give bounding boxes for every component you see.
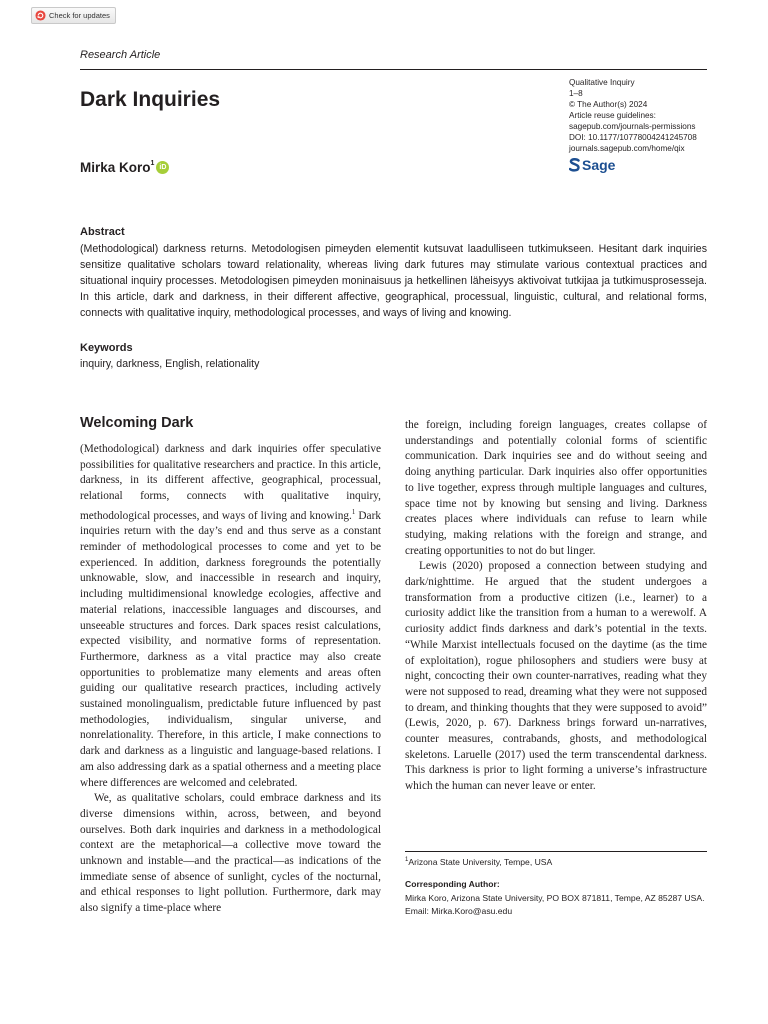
article-type: Research Article bbox=[80, 49, 161, 61]
affiliation-note bbox=[405, 857, 552, 867]
article-title: Dark Inquiries bbox=[80, 88, 221, 111]
body-paragraph bbox=[80, 442, 381, 791]
sage-s-icon bbox=[569, 158, 580, 172]
reuse-label: Article reuse guidelines: bbox=[569, 111, 656, 120]
corresponding-author-heading: Corresponding Author: bbox=[405, 879, 500, 889]
body-left-column bbox=[80, 442, 381, 917]
body-paragraph: Lewis (2020) proposed a connection between studying and dark/nighttime. He argued that the student undergoes a transformation from a productive citizen (i.e., learner) to a curiosity addict like the transition from a human to a werewolf. A curiosity addict finds darkness and dark’s potential in the texts. “While Marxist intellectuals focused on the daytime (as the time of exploitation), rogue philosophers and studiers were busy at night, concocting their own counter-narratives, reading what they were not supposed to read, dreaming what they were not supposed to dream, and thinking thoughts that they were supposed to avoid” (Lewis, 2020, p. 67). Darkness brings forward un-narratives, counter measures, contrabands, ghosts, and methodological skeletons. Laruelle (2017) used the term transcendental darkness. This darkness is prior to light forming a universe’s infrastructure which the human can never leave or enter. bbox=[405, 560, 707, 793]
corresponding-address: Mirka Koro, Arizona State University, PO BOX 871811, Tempe, AZ 85287 USA. bbox=[405, 893, 705, 903]
corresponding-email[interactable]: Email: Mirka.Koro@asu.edu bbox=[405, 905, 513, 916]
author-line bbox=[80, 160, 169, 175]
doi-link[interactable]: DOI: 10.1177/10778004241245708 bbox=[569, 133, 697, 142]
body-right-column bbox=[405, 418, 707, 795]
keywords-heading: Keywords bbox=[80, 342, 133, 354]
copyright: © The Author(s) 2024 bbox=[569, 100, 648, 109]
refresh-icon bbox=[35, 10, 46, 21]
keywords-text: inquiry, darkness, English, relationality bbox=[80, 358, 260, 370]
abstract-text: (Methodological) darkness returns. Metodologisen pimeyden elementit kutsuvat laadulliseen tutkimukseen. Hesitant dark inquiries sensitize qualitative scholars toward relationality, whereas living dark futures may stimulate various contextual practices and situational inquiry processes. Metodologisen pimeyden moninaisuus ja hetkellinen läheisyys aktivoivat tutkijaa ja tutkimusprosesseja. In this article, dark and darkness, in their different affective, geographical, processual, linguistic, cultural, and relational forms, connects with qualitative inquiry, methodological processes, and ways of living and knowing. bbox=[80, 243, 707, 319]
reuse-link[interactable]: sagepub.com/journals-permissions bbox=[569, 122, 696, 131]
abstract-heading: Abstract bbox=[80, 226, 125, 238]
corresponding-author-details bbox=[405, 892, 707, 917]
check-for-updates-badge[interactable] bbox=[31, 7, 116, 24]
header-rule bbox=[80, 69, 707, 70]
body-paragraph: We, as qualitative scholars, could embrace darkness and its diverse dimensions within, across, between, and beyond ourselves. Both dark inquiries and darkness in a methodological context are the metaphorical—a collective move toward the unknown and instable—and the practical—as indications of the immediate sense of absence of sunlight, cycles of the nocturnal, and ethical responses to light pollution. Furthermore, dark may also signify a time-place where bbox=[80, 792, 381, 915]
journal-name: Qualitative Inquiry bbox=[569, 78, 635, 87]
body-text-run: (Methodological) darkness and dark inquiries offer speculative possibilities for qualitative researchers and practice. In this article, darkness, in its different affective, geographical, processual, relational forms, connects with qualitative inquiry, methodological processes, and ways of living and knowing. bbox=[80, 443, 381, 522]
journal-info bbox=[569, 77, 697, 154]
footnote-ref[interactable]: 1 bbox=[351, 507, 356, 516]
body-paragraph: the foreign, including foreign languages, creates collapse of understandings and potentially colonial forms of scientific communication. Dark inquiries see and do without seeing and doing anything particular. Dark inquiries also offer opportunities to live together, express through multiple languages and cultures, space time not by knowing but sensing and living. Darkness creates places where individuals can refuse to learn while studying, making relations with the foreign and strange, and creating opportunities to not do but linger. bbox=[405, 419, 707, 557]
orcid-icon[interactable]: iD bbox=[156, 161, 169, 174]
check-for-updates-label: Check for updates bbox=[49, 11, 110, 20]
sage-logo bbox=[569, 157, 615, 173]
journal-home-link[interactable]: journals.sagepub.com/home/qix bbox=[569, 144, 685, 153]
affiliation-text: Arizona State University, Tempe, USA bbox=[408, 857, 553, 867]
affiliation-mark: 1 bbox=[405, 857, 409, 864]
author-name: Mirka Koro bbox=[80, 160, 151, 175]
journal-pages: 1–8 bbox=[569, 89, 583, 98]
footnote-rule bbox=[405, 851, 707, 852]
author-affiliation-mark: 1 bbox=[150, 160, 155, 167]
section-heading: Welcoming Dark bbox=[80, 415, 194, 431]
publisher-name: Sage bbox=[582, 157, 616, 173]
body-text-run: Dark inquiries return with the day’s end and thus serve as a constant reminder of methodological processes to come and yet to be experienced. In addition, darkness foregrounds the potentially unknowable, slow, and inaccessible in research and inquiry, including multidimensional knowledge ecologies, affective and material relations, inaccessible languages and discourses, and unseeable structures and forces. Dark spaces resist calculations, expected visibility, and normative forms of representation. Furthermore, darkness as a vital practice may also create opportunities to problematize many elements and areas often guiding our qualitative research practices, including actively sustained monolingualism, predictable future influenced by past methodologies, individualism, singular universe, and nonrelationality. Therefore, in this article, I make connections to dark and darkness as a linguistic and language-based relations. I am also addressing dark as a spatial otherness and a meeting place where differences are welcomed and celebrated. bbox=[80, 509, 381, 789]
